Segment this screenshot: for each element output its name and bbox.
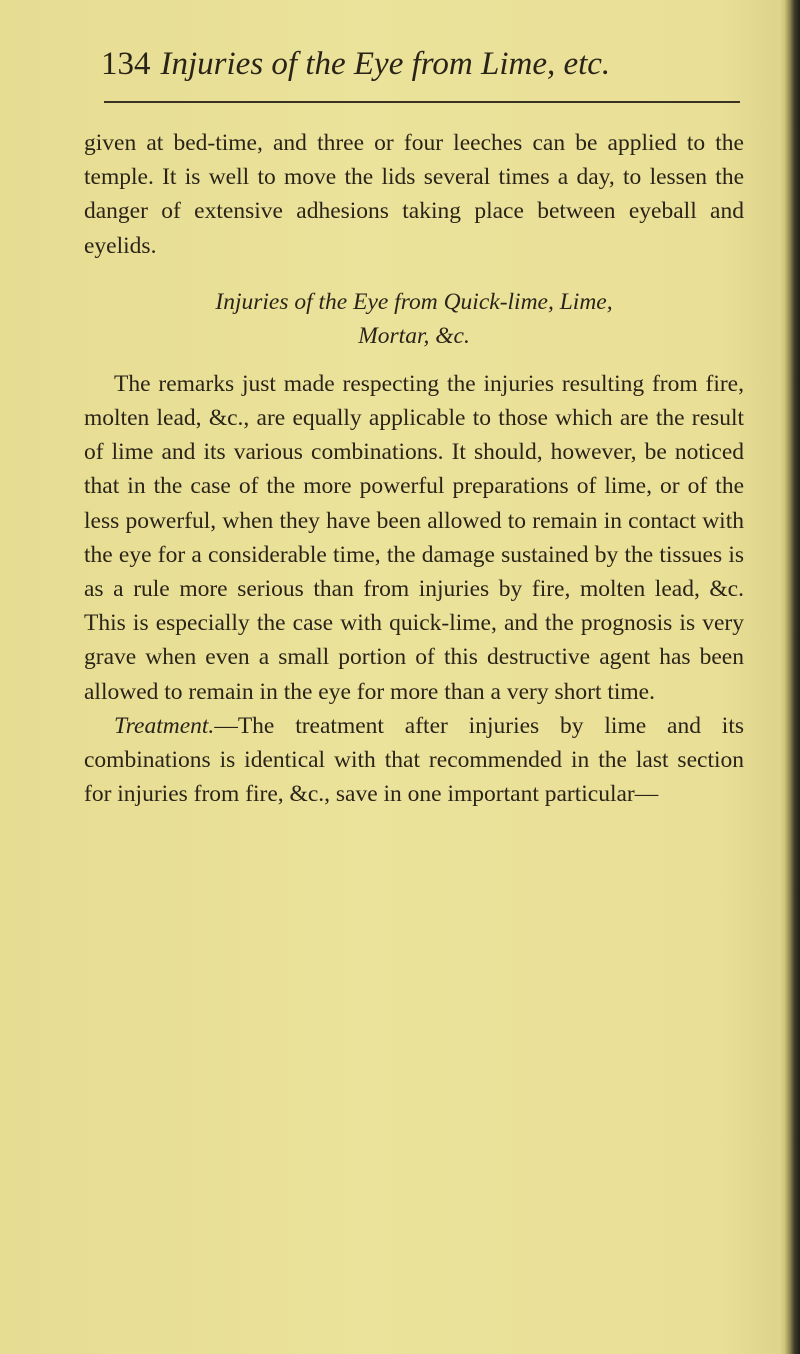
page-number: 134 [101, 46, 151, 82]
section-heading-line-2: Mortar, &c. [358, 322, 470, 349]
page-edge-shadow [778, 0, 800, 1354]
page-header [101, 44, 741, 94]
running-title: Injuries of the Eye from Lime, etc. [160, 46, 611, 82]
paragraph-remarks: The remarks just made respecting the injuries resulting from fire, molten lead, &c., are equally applicable to those which are the result of lime and its various combinations. It should, however, be noticed that in the case of the more powerful preparations of lime, or of the less powerful, when they have been allowed to remain in contact with the eye for a considerable time, the damage sustained by the tissues is as a rule more serious than from injuries by fire, molten lead, &c. This is especially the case with quick-lime, and the prognosis is very grave when even a small portion of this destructive agent has been allowed to remain in the eye for more than a very short time. [84, 370, 744, 705]
paragraph-continuation: given at bed-time, and three or four leeches can be applied to the temple. It is well to move the lids several times a day, to lessen the danger of extensive adhesions taking place between eyeball and eyelids. [84, 130, 744, 259]
paragraph-treatment [84, 709, 744, 812]
treatment-body: —The treatment after injuries by lime and its combinations is identical with that recommended in the last section for injuries from fire, &c., save in one important particular— [84, 712, 744, 808]
header-rule [104, 101, 740, 103]
section-heading [84, 285, 744, 353]
treatment-label: Treatment. [114, 712, 215, 739]
section-heading-line-1: Injuries of the Eye from Quick-lime, Lime, [215, 288, 613, 315]
body-text [84, 126, 744, 811]
